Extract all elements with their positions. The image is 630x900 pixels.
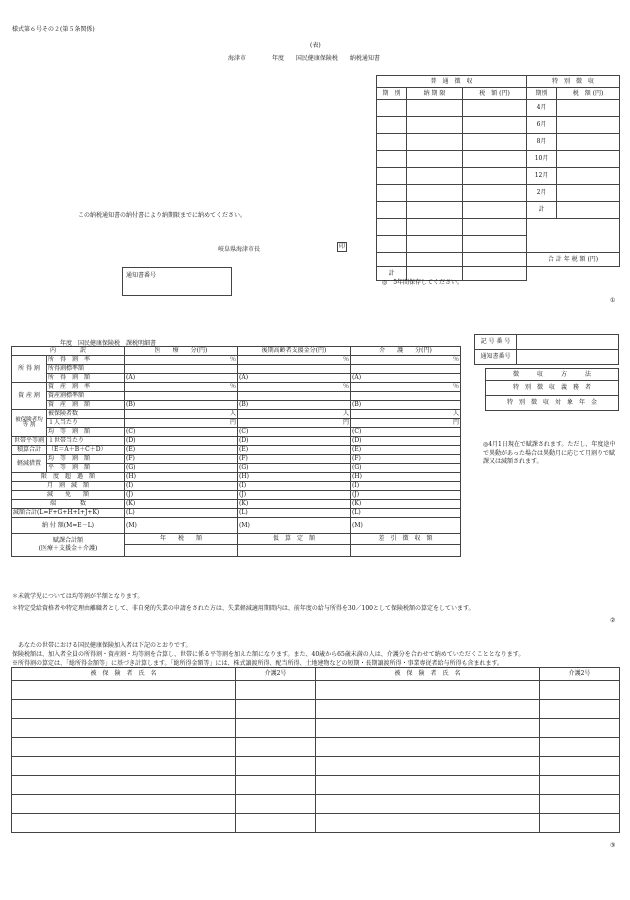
sum-label [12,534,125,557]
tax-name: 国民健康保険税 [295,55,338,62]
letter-j2: (J) [238,491,351,500]
r-hasu: 端 数 [12,500,125,509]
letter-m2: (M) [238,518,351,534]
r-genmen: 減 免 額 [12,491,125,500]
detail-table [11,346,461,557]
note-2: ＊特定受給資格者や特定理由離職者として、非自発的失業の申請をされた方は、失業軽減適用期間内は、前年度の給与所得を30／100として保険税額の算定をしています。 [12,605,475,612]
members-desc-1: 保険税額は、加入者全員の所得割・資産割・均等割を合算し、世帯に係る平等割を加えた額になります。また、40歳から65歳未満の人は、介護分を合わせて納めていただくこととなります。 [12,651,525,658]
h-kaigo: 介 護 分(円) [351,347,461,356]
letter-g3: (G) [351,464,461,473]
r-k-byodo: 平 等 割 額 [47,464,125,473]
members-desc-2: ※所得割の算定は、「総所得金額等」に基づき計算します。「総所得金額等」には、株式譲渡所得、配当所得、土地建物などの短期・長期譲渡所得・事業専従者給与所得も含まれます。 [12,660,504,667]
city-name: 海津市 [228,55,247,62]
letter-j3: (J) [351,491,461,500]
g-hihoken: 被保険者均 等 割 [12,410,47,437]
col-kaigo-1: 介護2号 [236,668,316,681]
r-shotoku-gaku: 所 得 割 額 [47,374,125,383]
col-kaigo-2: 介護2号 [540,668,620,681]
kigo-label: 記 号 番 号 [475,335,517,350]
letter-l2: (L) [238,509,351,518]
nin-a: 人 [125,410,238,419]
letter-g2: (G) [238,464,351,473]
choushu-houhou: 徴 収 方 法 [486,369,619,381]
r-tsuki: 月 割 減 額 [12,482,125,491]
col-name-1: 被 保 険 者 氏 名 [12,668,236,681]
letter-c3: (C) [351,428,461,437]
month-8: 8月 [527,134,557,151]
nin-c: 人 [351,410,461,419]
letter-l3: (L) [351,509,461,518]
r-setai: １世帯当たり [47,437,125,446]
r-seki: （E＝A＋B＋C＋D） [47,446,125,455]
letter-f2: (F) [238,455,351,464]
members-table [11,667,620,833]
letter-f3: (F) [351,455,461,464]
pct-2a: ％ [125,383,238,392]
r-shotoku-kijun: 所得割標準額 [47,365,125,374]
g-keigen: 軽減措置 [12,455,47,473]
letter-a1: (A) [125,374,238,383]
pct-1b: ％ [238,356,351,365]
col-noukigen: 納 期 限 [407,88,463,100]
notice-title [228,53,380,62]
letter-k2: (K) [238,500,351,509]
total-label: 計 [377,267,407,281]
letter-a2: (A) [238,374,351,383]
unit-yen-2: (円) [592,89,604,97]
letter-e3: (E) [351,446,461,455]
letter-l1: (L) [125,509,238,518]
futsu-header: 普 通 徴 収 [377,76,527,88]
letter-a3: (A) [351,374,461,383]
col-zeigaku2 [557,88,620,100]
col-ki: 期 別 [377,88,407,100]
month-4: 4月 [527,100,557,117]
taisho: 特 別 徴 収 対 象 年 金 [486,396,619,411]
month-6: 6月 [527,117,557,134]
pct-2b: ％ [238,383,351,392]
r-gengaku: 減額合計(L=F+G+H+I+J+K) [12,509,125,518]
letter-k1: (K) [125,500,238,509]
letter-c1: (C) [125,428,238,437]
nenzei-text: 合 計 年 税 額 [547,255,586,263]
letter-e1: (E) [125,446,238,455]
choushu-table [485,368,619,411]
sum-label-1: 賦課合計額 [53,537,84,545]
right-note: ◎4月1日現在で賦課されます。ただし、年度途中で異動があった場合は異動月に応じて月割りで賦課又は減額されます。 [483,441,616,466]
hyo-label: (表) [310,42,321,49]
letter-m1: (M) [125,518,238,534]
month-2: 2月 [527,185,557,202]
r-shisan-gaku: 資 産 割 額 [47,401,125,410]
seal: 印 [338,243,345,250]
page-mark-3: ③ [610,842,616,849]
col-zeigaku-label: 税 額 [479,89,498,97]
notice-number-box [122,267,232,296]
pct-2c: ％ [351,383,461,392]
sum-label-2: (医療＋支援金＋介護) [38,545,98,552]
nendo: 年度 [271,55,284,62]
g-shisan: 資 産 割 [12,383,47,410]
sum-nenzei: 年 税 額 [125,534,238,545]
r-shisan-kijun: 資産割標準額 [47,392,125,401]
note-1: ＊未就学児については均等割が半額となります。 [12,593,144,600]
unit-yen: (円) [499,89,510,97]
letter-e2: (E) [238,446,351,455]
letter-d1: (D) [125,437,238,446]
pct-1a: ％ [125,356,238,365]
issuer: 岐阜県海津市長 [218,246,261,253]
letter-b2: (B) [238,401,351,410]
r-hihoken-su: 被保険者数 [47,410,125,419]
month-total: 計 [527,202,557,219]
letter-g1: (G) [125,464,238,473]
r-kintou: 均 等 割 額 [47,428,125,437]
payment-table [376,75,620,281]
tsuuchi-label: 通知書番号 [475,350,517,365]
letter-h1: (H) [125,473,238,482]
pay-instruction: この納税通知書の納付書により納期限までに納めてください。 [78,212,247,219]
doc-name: 納税通知書 [349,55,380,62]
r-shisan-ritsu: 資 産 割 率 [47,383,125,392]
letter-i2: (I) [238,482,351,491]
letter-i3: (I) [351,482,461,491]
letter-k3: (K) [351,500,461,509]
unit-yen-3: (円) [587,255,599,263]
letter-h2: (H) [238,473,351,482]
letter-b3: (B) [351,401,461,410]
sum-karisan: 仮 算 定 額 [238,534,351,545]
r-k-kintou: 均 等 割 額 [47,455,125,464]
kigo-table [474,334,619,365]
page-mark-2: ② [610,617,616,624]
r-hitori: １人当たり [47,419,125,428]
h-kouki: 後期高齢者支援金分(円) [238,347,351,356]
keep-note: ◎ 5年間保存してください。 [382,279,464,286]
r-setai-label: 世帯平等割 [12,437,47,446]
nenzei-label [527,253,620,267]
r-noufu: 納 付 額(M=E－L) [12,518,125,534]
month-10: 10月 [527,151,557,168]
r-shotoku-ritsu: 所 得 割 率 [47,356,125,365]
col-zeigaku2-label: 税 額 [572,89,591,97]
letter-m3: (M) [351,518,461,534]
letter-c2: (C) [238,428,351,437]
sum-sashihiki: 差 引 徴 収 額 [351,534,461,545]
members-intro: あなたの世帯における国民健康保険加入者は下記のとおりです。 [18,642,192,649]
notice-number-label: 通知書番号 [126,272,157,279]
g-shotoku: 所 得 割 [12,356,47,383]
col-zeigaku [463,88,527,100]
r-seki-label: 積算合計 [12,446,47,455]
detail-title: 年度 国民健康保険税 課税明細書 [60,340,157,347]
month-12: 12月 [527,168,557,185]
r-gendo: 限 度 超 過 額 [12,473,125,482]
h-naiyaku: 内 訳 [12,347,125,356]
page-mark-1: ① [610,297,616,304]
letter-d3: (D) [351,437,461,446]
h-iryo: 医 療 分(円) [125,347,238,356]
letter-f1: (F) [125,455,238,464]
yen-b: 円 [238,419,351,428]
letter-j1: (J) [125,491,238,500]
letter-i1: (I) [125,482,238,491]
col-ki2: 期別 [527,88,557,100]
letter-d2: (D) [238,437,351,446]
letter-b1: (B) [125,401,238,410]
yen-c: 円 [351,419,461,428]
yen-a: 円 [125,419,238,428]
gimusha: 特 別 徴 収 義 務 者 [486,381,619,396]
form-number: 様式第６号その２(第５条関係) [12,26,95,33]
nin-b: 人 [238,410,351,419]
tokubetsu-header: 特 別 徴 収 [527,76,620,88]
letter-h3: (H) [351,473,461,482]
col-name-2: 被 保 険 者 氏 名 [316,668,540,681]
pct-1c: ％ [351,356,461,365]
